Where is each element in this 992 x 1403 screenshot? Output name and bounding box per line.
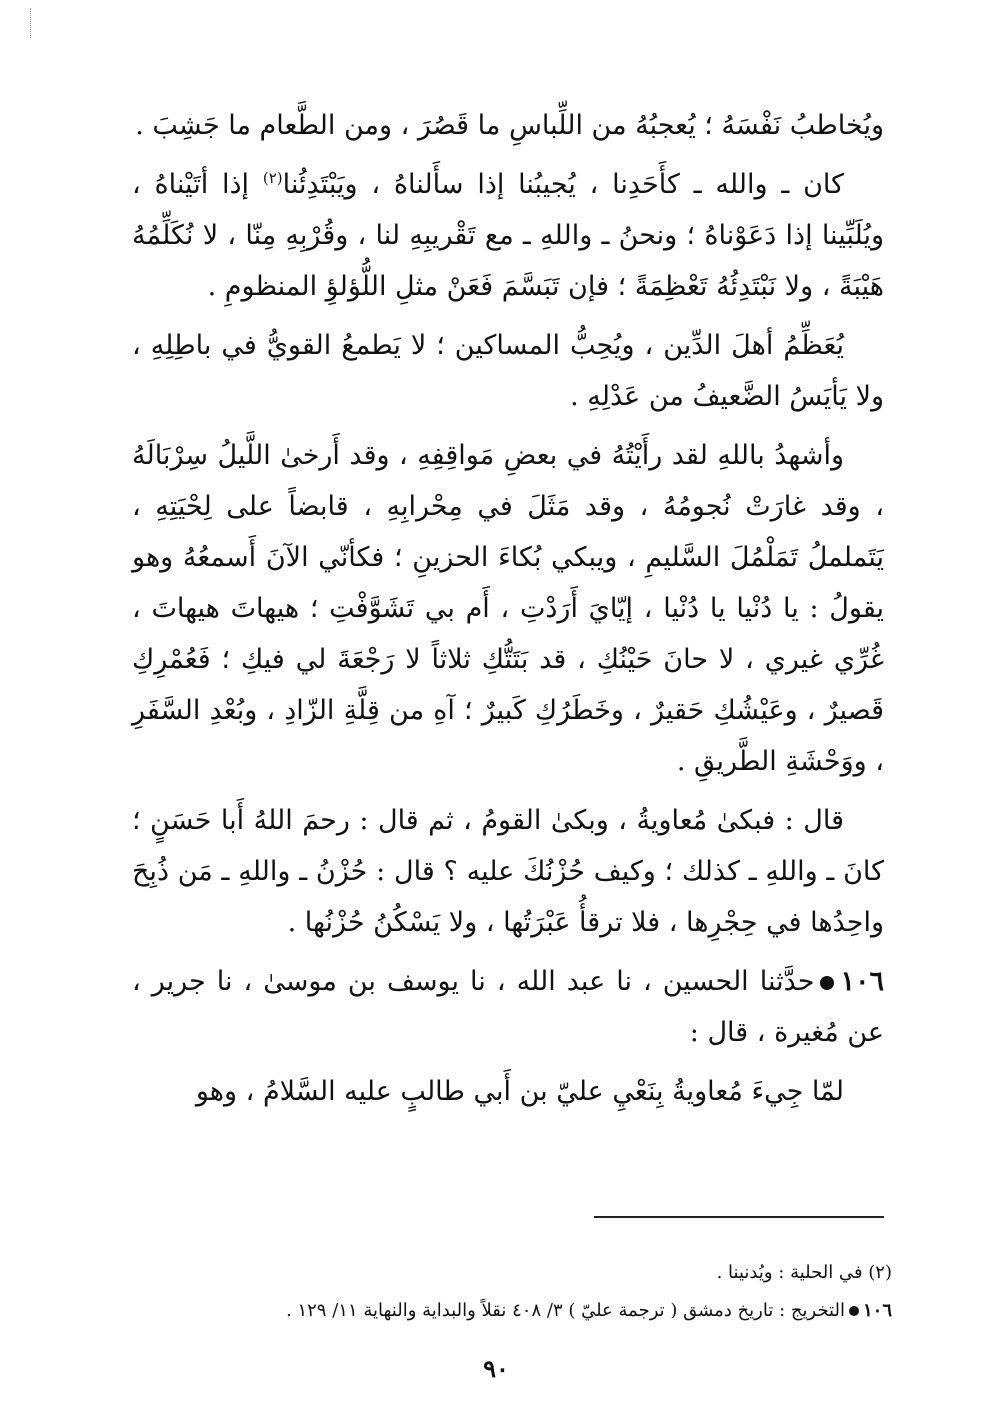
footnote-106 [132,1292,892,1330]
hadith-106 [132,956,884,1058]
paragraph-2 [132,159,884,312]
paragraph-7: لمّا جِيءَ مُعاويةُ بِنَعْيِ عليّ بن أَبي طالبٍ عليه السَّلامُ ، وهو [195,1076,844,1107]
paragraph-4: وأشهدُ باللهِ لقد رأَيْتُهُ في بعضِ مَواقِفِهِ ، وقد أَرخىٰ اللَّيلُ سِرْبَالَهُ ، وقد غارَتْ نُجومُهُ ، وقد مَثَلَ في مِحْرابِهِ ، قابضاً على لِحْيَتِهِ ، يَتَململُ تَمَلْمُلَ السَّليمِ ، ويبكي بُكاءَ الحزينِ ؛ فكأنّي الآنَ أَسمعُهُ وهو يقولُ : يا دُنْيا يا دُنْيا ، إيّايَ أَرَدْتِ ، أَم بي تَشَوَّفْتِ ؛ هيهاتَ هيهاتَ ، غُرِّي غيري ، لا حانَ حَيْنُكِ ، قد بَتَتُّكِ ثلاثاً لا رَجْعَةَ لي فيكِ ؛ فَعُمْرِكِ قَصيرٌ ، وعَيْشُكِ حَقيرٌ ، وخَطَرُكِ كَبيرٌ ؛ آهِ من قِلَّةِ الزّادِ ، وبُعْدِ السَّفَرِ ، ووَحْشَةِ الطَّريقِ . [132,440,884,777]
footnote-2: (٢) في الحلية : ويُدنينا . [716,1262,892,1283]
paragraph-2-part-b: إذا أتَيْناهُ ، ويُلَبِّينا إذا دَعَوْناهُ ؛ ونحنُ ـ واللهِ ـ مع تَقْريبِهِ لنا ، وقُرْبِهِ مِنّا ، لا نُكَلِّمُهُ هَيْبَةً ، ولا نَبْتَدِئُهُ تَعْظِمَةً ؛ فإن تَبَسَّمَ فَعَنْ مثلِ اللُّؤلؤِ المنظومِ . [132,169,884,302]
hadith-106-text: حدَّثنا الحسين ، نا عبد الله ، نا يوسف بن موسىٰ ، نا جرير ، عن مُغيرة ، قال : [132,966,884,1048]
footnote-106-number: ١٠٦ [862,1300,892,1321]
scan-edge-mark [30,8,35,38]
page-number: ٩٠ [483,1354,509,1383]
bullet-icon [820,976,834,990]
paragraph-5: قال : فبكىٰ مُعاويةُ ، وبكىٰ القومُ ، ثم قال : رحمَ اللهُ أَبا حَسَنٍ ؛ كانَ ـ واللهِ ـ كذلك ؛ وكيف حُزْنُكَ عليه ؟ قال : حُزْنُ ـ واللهِ ـ مَن ذُبِحَ واحِدُها في حِجْرِها ، فلا ترقأُ عَبْرَتُها ، ولا يَسْكُنُ حُزْنُها . [132,805,884,938]
paragraph-1: ويُخاطبُ نَفْسَهُ ؛ يُعجبُهُ من اللِّباسِ ما قَصُرَ ، ومن الطَّعام ما جَشِبَ . [135,110,884,141]
footnote-106-text: التخريج : تاريخ دمشق ( ترجمة عليّ ) ٣/ ٤٠٨ نقلاً والبداية والنهاية ١١/ ١٢٩ . [286,1300,845,1321]
paragraph-3: يُعَظِّمُ أهلَ الدِّين ، ويُحِبُّ المساكين ؛ لا يَطمعُ القويُّ في باطِلِهِ ، ولا يَأيَسُ الضَّعيفُ من عَدْلِهِ . [132,330,884,412]
paragraph-2-part-a: كان ـ والله ـ كأَحَدِنا ، يُجيبُنا إذا سأَلناهُ ، ويَبْتَدِئُنا [282,169,844,200]
footnote-reference-2[interactable]: (٢) [262,169,283,187]
footnotes [132,1254,892,1330]
hadith-number: ١٠٦ [840,966,884,997]
bullet-icon [849,1306,859,1316]
main-text [132,100,884,1125]
footnote-divider [594,1216,884,1218]
